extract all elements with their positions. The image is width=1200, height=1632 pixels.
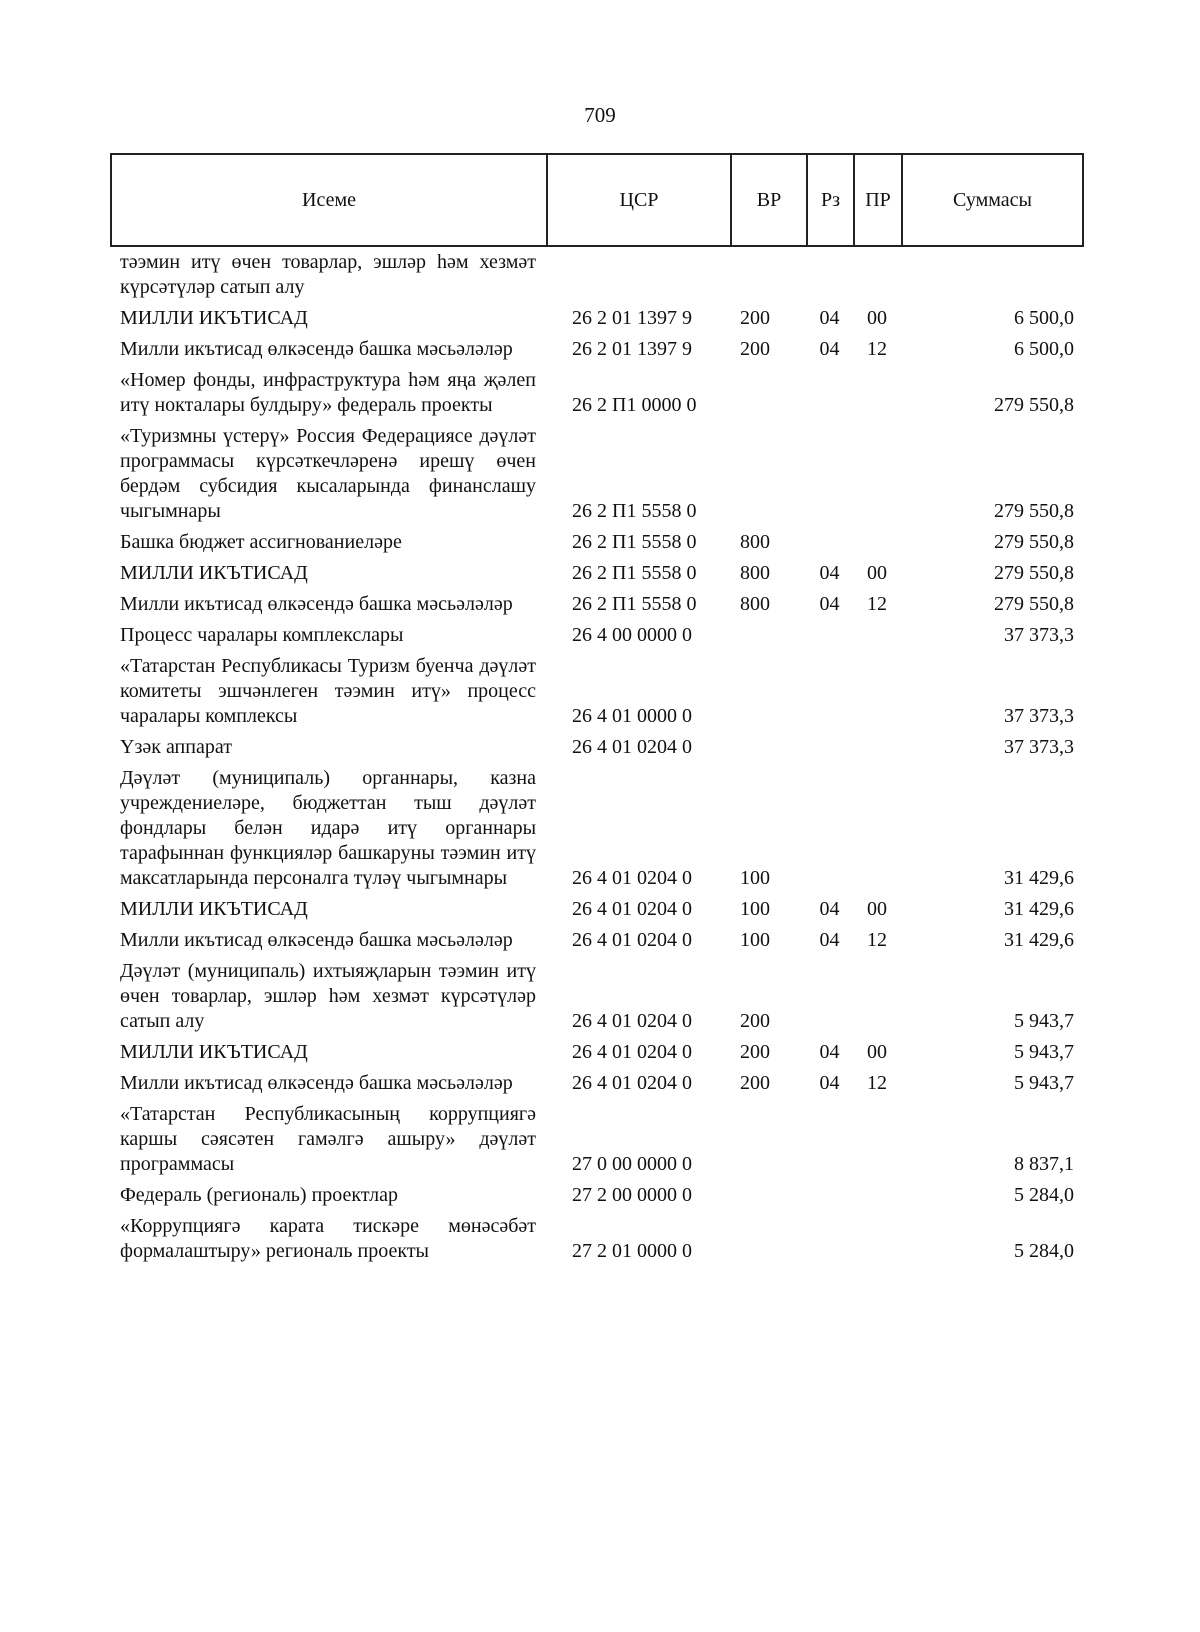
row-rz bbox=[806, 1100, 853, 1181]
row-rz: 04 bbox=[819, 338, 840, 360]
row-csr: 26 4 01 0204 0 bbox=[572, 898, 692, 920]
row-pr bbox=[853, 764, 901, 895]
row-sum: 31 429,6 bbox=[1004, 898, 1074, 920]
row-rz bbox=[806, 366, 853, 422]
row-csr: 27 2 01 0000 0 bbox=[572, 1240, 692, 1262]
row-vr: 200 bbox=[740, 1010, 770, 1032]
table-row bbox=[110, 528, 1082, 559]
row-pr: 12 bbox=[867, 338, 887, 360]
row-name: «Туризмны үстерү» Россия Федерациясе дәүләт программасы күрсәткечләренә ирешү өчен бердәм субсидия кысаларында финанслашу чыгымнары bbox=[120, 425, 536, 522]
page-number: 709 bbox=[584, 103, 616, 127]
row-name: Үзәк аппарат bbox=[120, 736, 232, 758]
row-rz bbox=[806, 733, 853, 764]
row-vr: 800 bbox=[740, 531, 770, 553]
row-rz: 04 bbox=[819, 307, 840, 329]
table-row bbox=[110, 304, 1082, 335]
row-rz bbox=[806, 422, 853, 528]
row-sum: 31 429,6 bbox=[1004, 867, 1074, 889]
row-sum: 31 429,6 bbox=[1004, 929, 1074, 951]
row-pr: 00 bbox=[867, 307, 887, 329]
row-vr: 200 bbox=[740, 338, 770, 360]
row-rz: 04 bbox=[819, 593, 840, 615]
row-sum: 279 550,8 bbox=[994, 593, 1074, 615]
row-rz: 04 bbox=[819, 898, 840, 920]
row-vr: 200 bbox=[740, 1041, 770, 1063]
row-csr: 26 4 01 0000 0 bbox=[572, 705, 692, 727]
row-sum: 6 500,0 bbox=[1014, 307, 1074, 329]
table-row bbox=[110, 1181, 1082, 1212]
row-rz bbox=[806, 1212, 853, 1268]
row-pr bbox=[853, 1212, 901, 1268]
header-pr: ПР bbox=[854, 154, 902, 246]
row-sum: 279 550,8 bbox=[994, 531, 1074, 553]
row-vr: 200 bbox=[740, 1072, 770, 1094]
row-vr bbox=[730, 621, 806, 652]
row-pr bbox=[853, 528, 901, 559]
row-sum: 279 550,8 bbox=[994, 562, 1074, 584]
row-csr: 26 2 П1 5558 0 bbox=[572, 593, 697, 615]
row-sum: 37 373,3 bbox=[1004, 736, 1074, 758]
row-csr: 26 4 01 0204 0 bbox=[572, 867, 692, 889]
row-rz: 04 bbox=[819, 1072, 840, 1094]
row-sum: 8 837,1 bbox=[1014, 1153, 1074, 1175]
row-pr bbox=[853, 733, 901, 764]
row-sum: 279 550,8 bbox=[994, 394, 1074, 416]
row-vr bbox=[730, 1181, 806, 1212]
row-pr bbox=[853, 250, 901, 304]
row-name: Милли икътисад өлкәсендә башка мәсьәләләр bbox=[120, 593, 513, 615]
table-row bbox=[110, 422, 1082, 528]
table-row bbox=[110, 1100, 1082, 1181]
row-sum: 37 373,3 bbox=[1004, 705, 1074, 727]
row-csr: 26 4 01 0204 0 bbox=[572, 736, 692, 758]
row-name: МИЛЛИ ИКЪТИСАД bbox=[120, 1041, 308, 1063]
table-row bbox=[110, 1038, 1082, 1069]
row-name: «Татарстан Республикасының коррупциягә каршы сәясәтен гамәлгә ашыру» дәүләт программасы bbox=[120, 1103, 536, 1175]
row-csr: 27 0 00 0000 0 bbox=[572, 1153, 692, 1175]
table-row bbox=[110, 926, 1082, 957]
row-name: Федераль (региональ) проектлар bbox=[120, 1184, 398, 1206]
row-csr: 26 4 01 0204 0 bbox=[572, 929, 692, 951]
row-pr: 12 bbox=[867, 1072, 887, 1094]
table-row bbox=[110, 895, 1082, 926]
row-vr bbox=[730, 1100, 806, 1181]
header-vr: ВР bbox=[731, 154, 807, 246]
table-row bbox=[110, 621, 1082, 652]
row-rz bbox=[806, 621, 853, 652]
row-sum: 5 284,0 bbox=[1014, 1184, 1074, 1206]
row-sum: 5 943,7 bbox=[1014, 1010, 1074, 1032]
row-pr bbox=[853, 1100, 901, 1181]
row-csr: 27 2 00 0000 0 bbox=[572, 1184, 692, 1206]
row-vr: 200 bbox=[740, 307, 770, 329]
row-sum: 5 943,7 bbox=[1014, 1041, 1074, 1063]
row-name: МИЛЛИ ИКЪТИСАД bbox=[120, 898, 308, 920]
row-vr: 800 bbox=[740, 562, 770, 584]
table-row bbox=[110, 590, 1082, 621]
row-vr: 100 bbox=[740, 898, 770, 920]
table-row bbox=[110, 1069, 1082, 1100]
row-vr bbox=[730, 652, 806, 733]
row-vr bbox=[730, 366, 806, 422]
row-sum: 279 550,8 bbox=[994, 500, 1074, 522]
row-pr bbox=[853, 621, 901, 652]
row-name: Милли икътисад өлкәсендә башка мәсьәләләр bbox=[120, 929, 513, 951]
table-row bbox=[110, 335, 1082, 366]
row-csr: 26 4 01 0204 0 bbox=[572, 1072, 692, 1094]
row-vr bbox=[730, 250, 806, 304]
row-pr bbox=[853, 422, 901, 528]
row-name: Милли икътисад өлкәсендә башка мәсьәләләр bbox=[120, 338, 513, 360]
row-csr: 26 4 01 0204 0 bbox=[572, 1041, 692, 1063]
row-csr: 26 2 П1 5558 0 bbox=[572, 562, 697, 584]
header-sum: Суммасы bbox=[902, 154, 1083, 246]
table-row bbox=[110, 733, 1082, 764]
row-vr bbox=[730, 422, 806, 528]
row-sum bbox=[901, 250, 1082, 304]
header-rz: Рз bbox=[807, 154, 854, 246]
row-vr bbox=[730, 1212, 806, 1268]
table-row bbox=[110, 652, 1082, 733]
row-csr: 26 2 01 1397 9 bbox=[572, 307, 692, 329]
header-name: Исеме bbox=[111, 154, 547, 246]
row-rz bbox=[806, 652, 853, 733]
row-csr: 26 2 П1 5558 0 bbox=[572, 531, 697, 553]
row-rz bbox=[806, 1181, 853, 1212]
row-rz: 04 bbox=[819, 562, 840, 584]
row-csr: 26 4 01 0204 0 bbox=[572, 1010, 692, 1032]
row-sum: 6 500,0 bbox=[1014, 338, 1074, 360]
row-vr: 100 bbox=[740, 867, 770, 889]
row-name: МИЛЛИ ИКЪТИСАД bbox=[120, 562, 308, 584]
table-row bbox=[110, 559, 1082, 590]
row-vr: 100 bbox=[740, 929, 770, 951]
row-pr bbox=[853, 957, 901, 1038]
row-name: Дәүләт (муниципаль) ихтыяҗларын тәэмин итү өчен товарлар, эшләр һәм хезмәт күрсәтүләр сатып алу bbox=[120, 960, 536, 1032]
row-name: «Татарстан Республикасы Туризм буенча дәүләт комитеты эшчәнлеген тәэмин итү» процесс чаралары комплексы bbox=[120, 655, 536, 727]
row-pr: 00 bbox=[867, 898, 887, 920]
row-pr: 00 bbox=[867, 1041, 887, 1063]
row-pr: 00 bbox=[867, 562, 887, 584]
row-csr: 26 2 01 1397 9 bbox=[572, 338, 692, 360]
row-sum: 37 373,3 bbox=[1004, 624, 1074, 646]
row-name: МИЛЛИ ИКЪТИСАД bbox=[120, 307, 308, 329]
row-rz bbox=[806, 250, 853, 304]
row-name: Процесс чаралары комплекслары bbox=[120, 624, 404, 646]
row-csr bbox=[546, 250, 730, 304]
row-name: тәэмин итү өчен товарлар, эшләр һәм хезмәт күрсәтүләр сатып алу bbox=[120, 251, 536, 298]
table-row bbox=[110, 366, 1082, 422]
row-csr: 26 4 00 0000 0 bbox=[572, 624, 692, 646]
row-vr: 800 bbox=[740, 593, 770, 615]
row-rz bbox=[806, 764, 853, 895]
row-rz bbox=[806, 957, 853, 1038]
row-name: «Коррупциягә карата тискәре мөнәсәбәт формалаштыру» региональ проекты bbox=[120, 1215, 536, 1262]
row-rz: 04 bbox=[819, 1041, 840, 1063]
header-csr: ЦСР bbox=[547, 154, 731, 246]
table-row bbox=[110, 1212, 1082, 1268]
table-row bbox=[110, 250, 1082, 304]
table-row bbox=[110, 764, 1082, 895]
row-rz: 04 bbox=[819, 929, 840, 951]
table-header bbox=[110, 153, 1084, 247]
row-csr: 26 2 П1 5558 0 bbox=[572, 500, 697, 522]
row-sum: 5 943,7 bbox=[1014, 1072, 1074, 1094]
budget-table bbox=[110, 250, 1082, 1268]
row-pr bbox=[853, 652, 901, 733]
row-name: Башка бюджет ассигнованиеләре bbox=[120, 531, 402, 553]
row-sum: 5 284,0 bbox=[1014, 1240, 1074, 1262]
row-pr bbox=[853, 366, 901, 422]
row-name: Дәүләт (муниципаль) органнары, казна учреждениеләре, бюджеттан тыш дәүләт фондлары белән идарә итү органнары тарафыннан функцияләр башкаруны тәэмин итү максатларында персоналга түләү чыгымнары bbox=[120, 767, 536, 889]
row-pr: 12 bbox=[867, 929, 887, 951]
row-vr bbox=[730, 733, 806, 764]
row-csr: 26 2 П1 0000 0 bbox=[572, 394, 697, 416]
row-name: «Номер фонды, инфраструктура һәм яңа җәлеп итү нокталары булдыру» федераль проекты bbox=[120, 369, 536, 416]
row-name: Милли икътисад өлкәсендә башка мәсьәләләр bbox=[120, 1072, 513, 1094]
row-pr: 12 bbox=[867, 593, 887, 615]
row-pr bbox=[853, 1181, 901, 1212]
table-row bbox=[110, 957, 1082, 1038]
row-rz bbox=[806, 528, 853, 559]
